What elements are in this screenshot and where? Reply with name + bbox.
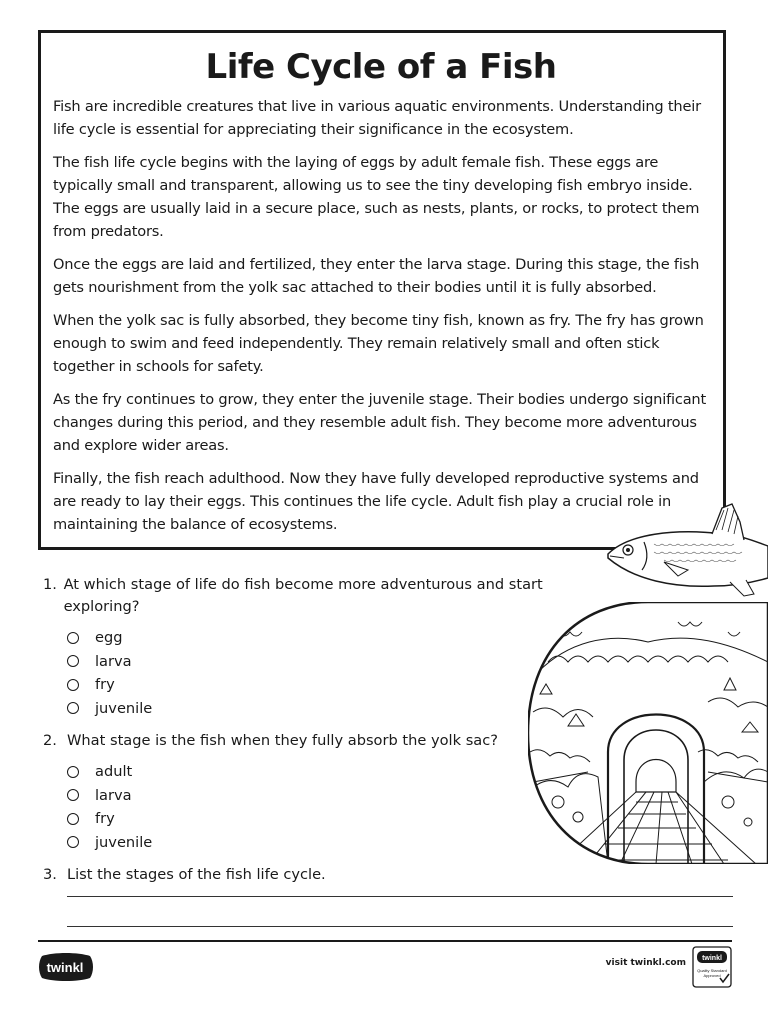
question-2-options xyxy=(67,760,543,854)
footer-divider xyxy=(38,940,732,942)
question-3 xyxy=(43,864,543,886)
paragraph-intro: Fish are incredible creatures that live in various aquatic environments. Understanding their life cycle is essential for appreciating their significance in the ecosystem. xyxy=(53,98,701,138)
question-2 xyxy=(43,730,543,752)
question-number: 3. xyxy=(43,866,57,883)
quality-badge xyxy=(692,946,732,988)
aquarium-tunnel-illustration xyxy=(528,602,768,864)
question-1 xyxy=(43,574,543,618)
badge-brand: twinkl xyxy=(702,955,722,962)
paragraph-fry: When the yolk sac is fully absorbed, they become tiny fish, known as fry. The fry has grown enough to swim and feed independently. They remain relatively small and often stick together in schools for safety. xyxy=(53,312,704,375)
option-label: egg xyxy=(95,629,123,647)
twinkl-logo xyxy=(36,952,94,982)
radio-circle-icon[interactable] xyxy=(67,702,79,714)
option-label: adult xyxy=(95,763,133,781)
option-juvenile[interactable] xyxy=(67,697,543,721)
answer-line[interactable] xyxy=(67,926,733,927)
option-label: fry xyxy=(95,676,115,694)
option-larva[interactable] xyxy=(67,784,543,808)
page-title: Life Cycle of a Fish xyxy=(205,47,557,87)
radio-circle-icon[interactable] xyxy=(67,789,79,801)
question-text: What stage is the fish when they fully absorb the yolk sac? xyxy=(67,732,499,749)
radio-circle-icon[interactable] xyxy=(67,766,79,778)
reading-passage-box xyxy=(38,30,726,550)
option-larva[interactable] xyxy=(67,650,543,674)
radio-circle-icon[interactable] xyxy=(67,813,79,825)
radio-circle-icon[interactable] xyxy=(67,836,79,848)
answer-line[interactable] xyxy=(67,896,733,897)
option-adult[interactable] xyxy=(67,760,543,784)
option-egg[interactable] xyxy=(67,626,543,650)
option-label: juvenile xyxy=(95,699,153,717)
badge-text: Quality Standard Approved xyxy=(697,968,727,978)
question-text: At which stage of life do fish become more adventurous and start exploring? xyxy=(63,576,543,615)
question-1-options xyxy=(67,626,543,720)
option-label: larva xyxy=(95,652,132,670)
radio-circle-icon[interactable] xyxy=(67,632,79,644)
question-number: 2. xyxy=(43,732,57,749)
option-label: juvenile xyxy=(95,833,153,851)
fish-illustration xyxy=(604,500,768,600)
option-fry[interactable] xyxy=(67,673,543,697)
visit-link[interactable]: visit twinkl.com xyxy=(605,958,686,968)
option-label: larva xyxy=(95,786,132,804)
option-label: fry xyxy=(95,810,115,828)
paragraph-eggs: The fish life cycle begins with the laying of eggs by adult female fish. These eggs are typically small and transparent, allowing us to see the tiny developing fish embryo inside. The eggs are usually laid in a secure place, such as nests, plants, or rocks, to protect them from predators. xyxy=(53,154,700,240)
paragraph-larva: Once the eggs are laid and fertilized, they enter the larva stage. During this stage, the fish gets nourishment from the yolk sac attached to their bodies until it is fully absorbed. xyxy=(53,256,700,296)
question-number: 1. xyxy=(43,576,57,593)
option-fry[interactable] xyxy=(67,807,543,831)
radio-circle-icon[interactable] xyxy=(67,679,79,691)
paragraph-adult: Finally, the fish reach adulthood. Now they have fully developed reproductive systems and are ready to lay their eggs. This continues the life cycle. Adult fish play a crucial role in maintaining the balance of ecosystems. xyxy=(53,470,699,533)
paragraph-juvenile: As the fry continues to grow, they enter the juvenile stage. Their bodies undergo significant changes during this period, and they resemble adult fish. They become more adventurous and explore wider areas. xyxy=(53,391,707,454)
logo-text: twinkl xyxy=(46,960,84,975)
question-text: List the stages of the fish life cycle. xyxy=(67,866,326,883)
radio-circle-icon[interactable] xyxy=(67,655,79,667)
questions-section xyxy=(43,574,543,894)
option-juvenile[interactable] xyxy=(67,831,543,855)
